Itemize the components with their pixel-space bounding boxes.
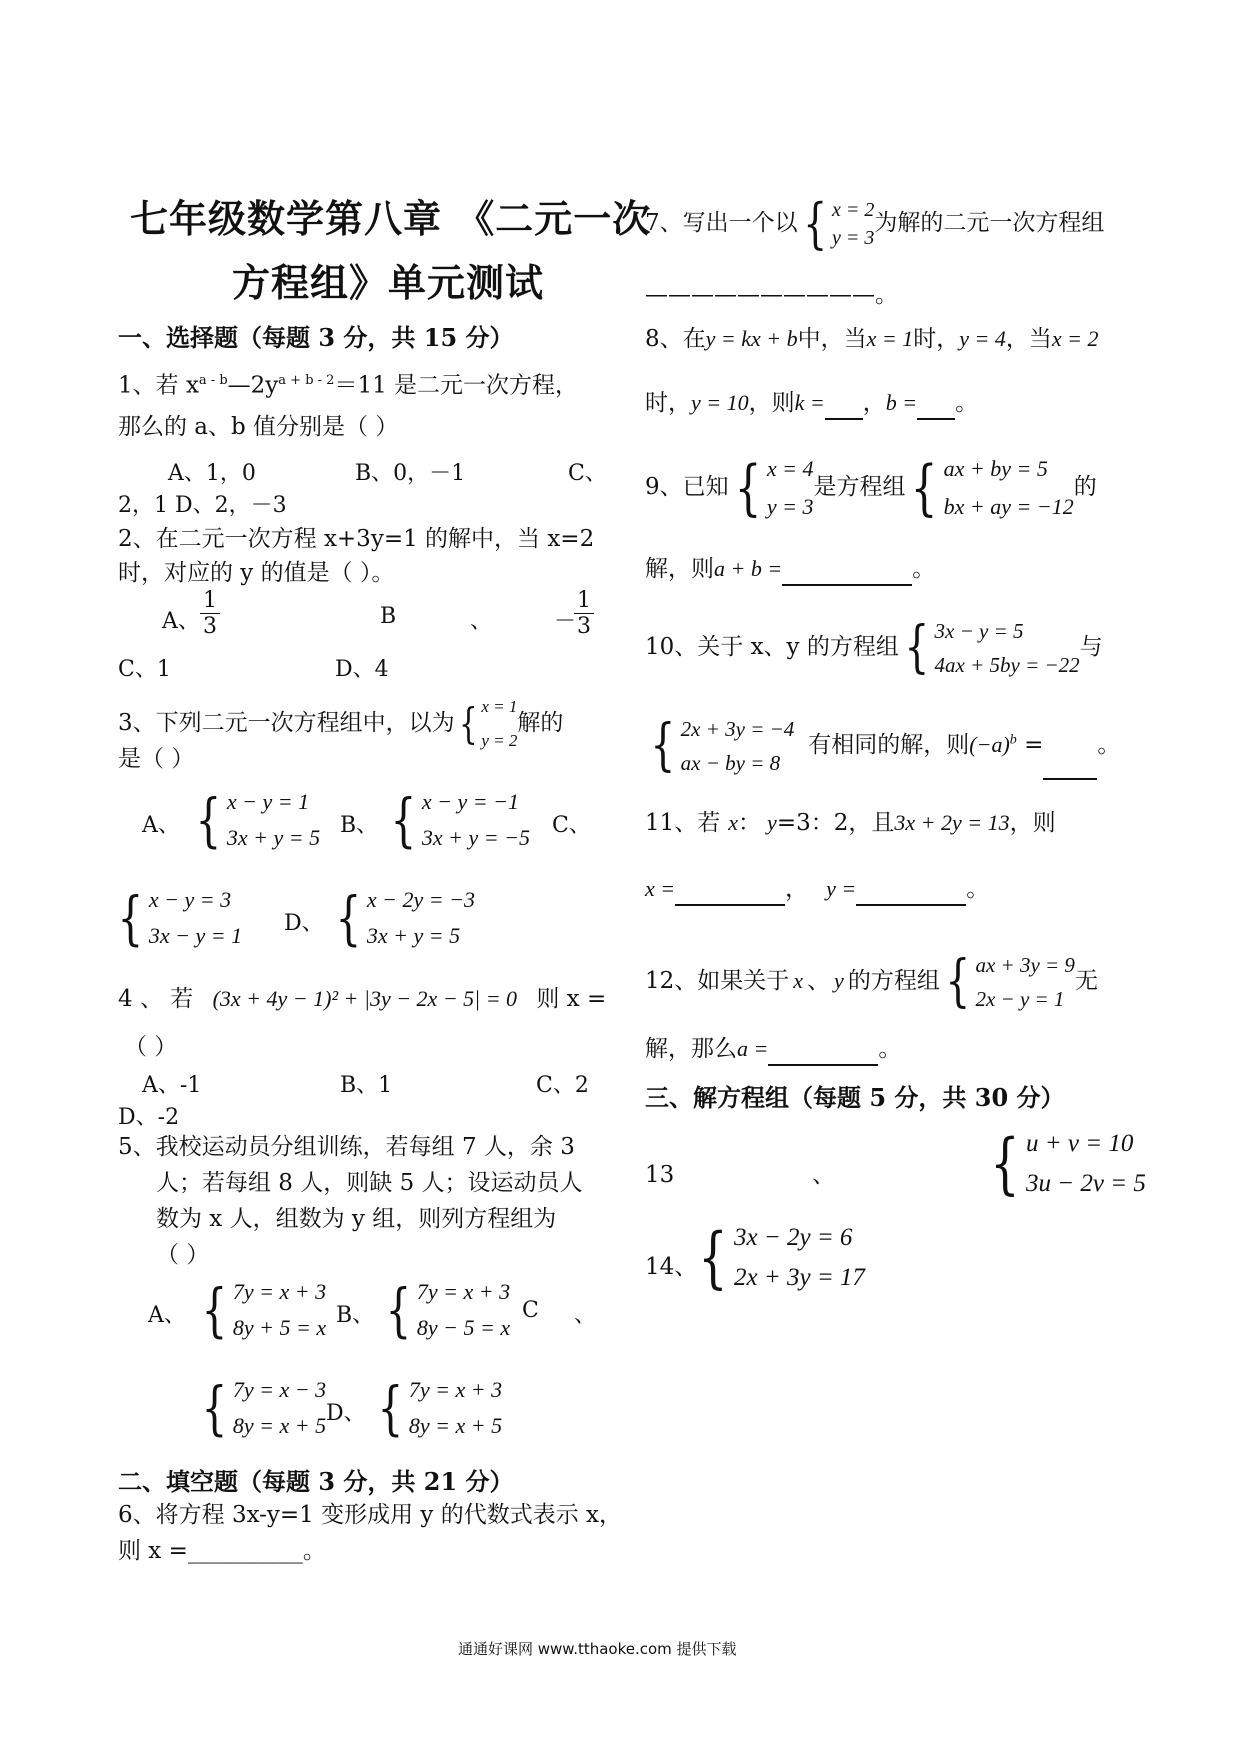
q10-blank[interactable]: [1043, 752, 1097, 780]
q8-b: b =: [885, 390, 918, 415]
q2-option-a-label: A、: [162, 609, 200, 634]
q14-system: { 3x − 2y = 6 2x + 3y = 17: [698, 1219, 865, 1296]
question-9-line1: 9、已知 { x = 4 y = 3 是方程组 { ax + by = 5 bx + ay = −12 的: [645, 450, 1097, 526]
q9-eq: a + b =: [714, 556, 783, 581]
q8-eq1: y = kx + b: [705, 326, 798, 351]
q2-option-b-fraction: [574, 588, 594, 639]
q9-sys-eq2: bx + ay = −12: [943, 494, 1074, 519]
q3-a-eq1: x − y = 1: [226, 789, 310, 814]
q5-d-eq2: 8y = x + 5: [408, 1413, 503, 1438]
q8-text-a: 8、在: [645, 326, 706, 352]
q2-option-a-fraction: [200, 588, 220, 639]
q1-text-c: ＝11 是二元一次方程，: [334, 372, 579, 399]
question-1-stem: [118, 364, 578, 403]
q10-sup: b: [1009, 732, 1017, 748]
q2-option-c: C、1: [118, 657, 171, 682]
q8-blank-k[interactable]: [825, 392, 863, 420]
q5-a-eq2: 8y + 5 = x: [232, 1315, 327, 1340]
q3-sol-eq2: y = 2: [481, 731, 518, 750]
q3-d-eq1: x − 2y = −3: [366, 887, 475, 912]
q3-solution-system: { x = 1 y = 2: [455, 690, 518, 758]
q10-sys2-eq2: ax − by = 8: [680, 751, 781, 775]
question-10-line1: 10、关于 x、y 的方程组 { 3x − y = 5 4ax + 5by = −22 与: [645, 615, 1103, 680]
q11-x: x: [728, 810, 739, 835]
q12-text-a: 12、如果关于: [645, 968, 790, 994]
q3-text-b: 解的: [517, 710, 564, 736]
q11-colon: ：: [738, 810, 762, 836]
question-1-line2: 那么的 a、b 值分别是（ ）: [118, 414, 399, 440]
q14-eq2: 2x + 3y = 17: [734, 1264, 865, 1291]
q8-sep: ，: [862, 390, 886, 416]
q8-text-b: 中，当: [797, 326, 867, 352]
question-2-line1: 2、在二元一次方程 x+3y=1 的解中，当 x=2: [118, 526, 595, 552]
q13-eq2: 3u − 2v = 5: [1026, 1170, 1146, 1197]
q3-c-eq1: x − y = 3: [148, 887, 232, 912]
question-8-line1: [645, 322, 1099, 356]
question-7-line1: 7、写出一个以 { x = 2 y = 3 为解的二元一次方程组: [645, 192, 1105, 255]
q11-blank-y[interactable]: [856, 878, 966, 906]
q10-text-a: 10、关于 x、y 的方程组: [645, 634, 899, 660]
q5-option-b-label: B、: [336, 1303, 375, 1328]
q5-a-eq1: 7y = x + 3: [232, 1279, 327, 1304]
q11-y: y: [767, 810, 777, 835]
q3-sol-eq1: x = 1: [481, 697, 518, 716]
q12-text-c: 无: [1074, 968, 1098, 994]
q11-ratio: =3：2，且: [776, 810, 895, 836]
q5-option-c-label: C: [522, 1298, 539, 1323]
q1-text-b: —2y: [227, 372, 279, 399]
q13-system: { u + v = 10 3u − 2v = 5: [990, 1125, 1146, 1202]
q4-option-a: A、-1: [142, 1073, 202, 1098]
q2-option-b-sign: －: [554, 609, 577, 634]
q4-paren: （ ）: [124, 1034, 178, 1060]
q5-option-c-sep: 、: [574, 1303, 597, 1328]
q7-text-b: 为解的二元一次方程组: [874, 210, 1105, 236]
question-7-line2: ——————————。: [645, 282, 898, 308]
q13-label: 13: [645, 1162, 675, 1188]
q12-y: y: [834, 968, 844, 993]
q10-sys2-eq1: 2x + 3y = −4: [680, 717, 795, 741]
q12-x: x: [793, 968, 804, 993]
q9-sol-eq2: y = 3: [766, 494, 814, 519]
q11-yeq: y =: [826, 876, 857, 901]
question-5-line1: 5、我校运动员分组训练，若每组 7 人，余 3: [118, 1134, 575, 1160]
question-4-line1: [118, 982, 606, 1016]
q5-b-eq2: 8y − 5 = x: [416, 1315, 511, 1340]
question-6-line1: 6、将方程 3x-y=1 变形成用 y 的代数式表示 x，: [118, 1502, 623, 1528]
question-5-line4: （ ）: [156, 1242, 210, 1268]
q11-text-b: ，则: [1009, 810, 1056, 836]
q12-aeq: a =: [737, 1036, 769, 1061]
q9-text-a: 9、已知: [645, 474, 729, 500]
q3-d-eq2: 3x + y = 5: [366, 923, 461, 948]
q2-option-b-sep: 、: [470, 609, 493, 634]
q7-text-a: 7、写出一个以: [645, 210, 798, 236]
q5-c-eq1: 7y = x − 3: [232, 1377, 327, 1402]
q12-text-l2a: 解，那么: [645, 1036, 737, 1062]
q14-eq1: 3x − 2y = 6: [734, 1224, 853, 1251]
q12-sep: 、: [807, 968, 831, 994]
footer-credit: 通通好课网 www.tthaoke.com 提供下载: [458, 1640, 737, 1658]
question-11-line2: [645, 872, 989, 906]
q3-option-b-label: B、: [340, 813, 379, 838]
q9-text-l2a: 解，则: [645, 556, 714, 582]
question-11-line1: [645, 806, 1056, 840]
section-heading-solve: 三、解方程组（每题 5 分，共 30 分）: [645, 1083, 1065, 1112]
q8-text-l2b: ，则: [748, 390, 795, 416]
question-5-line3: 数为 x 人，组数为 y 组，则列方程组为: [156, 1206, 557, 1232]
q3-text-a: 3、下列二元一次方程组中，以为: [118, 710, 455, 736]
q4-option-d: D、-2: [118, 1105, 180, 1130]
q10-eq: =: [1016, 732, 1044, 758]
question-8-line2: [645, 386, 978, 420]
question-12-line1: 12、如果关于 x 、 y 的方程组 { ax + 3y = 9 2x − y = 1 无: [645, 949, 1098, 1014]
q11-end: 。: [966, 876, 990, 902]
question-9-line2: [645, 552, 935, 586]
q1-text-a: 1、若 x: [118, 372, 199, 399]
q1-option-b: B、0，－1: [355, 461, 466, 486]
q1-option-a: A、1，0: [168, 461, 256, 486]
q3-c-eq2: 3x − y = 1: [148, 923, 243, 948]
q11-sep: ，: [785, 876, 809, 902]
q3-option-a-label: A、: [142, 813, 180, 838]
q2-b-denominator: 3: [577, 614, 591, 639]
q9-sys-eq1: ax + by = 5: [943, 456, 1048, 481]
q8-text-d: ，当: [1005, 326, 1052, 352]
q2-option-b-label: B: [380, 604, 397, 629]
q11-xeq: x =: [645, 876, 676, 901]
q9-end: 。: [912, 556, 936, 582]
q1-sup-1: a - b: [198, 373, 228, 388]
q8-text-l2a: 时，: [645, 390, 691, 416]
q8-eq2: x = 1: [866, 326, 914, 351]
q5-d-eq1: 7y = x + 3: [408, 1377, 503, 1402]
q9-text-c: 的: [1073, 474, 1097, 500]
q2-a-denominator: 3: [203, 614, 217, 639]
q13-sep: 、: [812, 1162, 835, 1188]
q8-blank-b[interactable]: [917, 392, 955, 420]
page-title-line1: 七年级数学第八章 《二元一次: [130, 196, 652, 241]
page-title-line2: 方程组》单元测试: [232, 260, 545, 305]
q5-c-eq2: 8y = x + 5: [232, 1413, 327, 1438]
q12-blank[interactable]: [768, 1038, 878, 1066]
q4-option-b: B、1: [340, 1073, 393, 1098]
question-2-line2: 时，对应的 y 的值是（ ）。: [118, 560, 395, 586]
q2-a-numerator: 1: [200, 588, 220, 614]
q4-then: 则 x =: [536, 986, 607, 1012]
q12-sys-eq1: ax + 3y = 9: [975, 953, 1075, 977]
q5-option-d-label: D、: [326, 1401, 366, 1426]
q10-sys1-eq1: 3x − y = 5: [934, 619, 1024, 643]
question-3-line2: 是（ ）: [118, 746, 195, 772]
q8-eq4: x = 2: [1051, 326, 1099, 351]
q8-k: k =: [794, 390, 825, 415]
q3-b-eq1: x − y = −1: [421, 789, 519, 814]
q14-label: 14、: [645, 1254, 698, 1280]
q11-blank-x[interactable]: [675, 878, 785, 906]
q5-option-d-system: { 7y = x + 3 8y = x + 5: [377, 1374, 503, 1442]
q10-expr: (−a): [969, 732, 1010, 757]
q12-sys-eq2: 2x − y = 1: [975, 987, 1065, 1011]
q5-option-c-system: { 7y = x − 3 8y = x + 5: [201, 1374, 327, 1442]
q3-b-eq2: 3x + y = −5: [421, 825, 530, 850]
q3-option-c-system: { x − y = 3 3x − y = 1: [117, 884, 243, 952]
q4-expression: (3x + 4y − 1)² + |3y − 2x − 5| = 0: [212, 986, 518, 1011]
q3-option-d-label: D、: [284, 911, 324, 936]
section-heading-fill: 二、填空题（每题 3 分，共 21 分）: [118, 1467, 514, 1496]
question-12-line2: [645, 1032, 901, 1066]
section-heading-choice: 一、选择题（每题 3 分，共 15 分）: [118, 323, 514, 352]
q10-end: 。: [1097, 732, 1121, 758]
q4-option-c: C、2: [536, 1073, 589, 1098]
q5-option-a-label: A、: [148, 1303, 186, 1328]
q9-sol-eq1: x = 4: [766, 456, 814, 481]
q5-option-b-system: { 7y = x + 3 8y − 5 = x: [385, 1276, 511, 1344]
q1-line4: 2，1 D、2，－3: [118, 493, 287, 518]
q8-eq3: y = 4: [959, 326, 1006, 351]
q1-option-c: C、: [568, 461, 607, 486]
q2-option-d: D、4: [335, 657, 389, 682]
q3-option-b-system: { x − y = −1 3x + y = −5: [390, 786, 530, 854]
q1-sup-2: a + b - 2: [278, 373, 335, 388]
q3-a-eq2: 3x + y = 5: [226, 825, 321, 850]
q10-sys1-eq2: 4ax + 5by = −22: [934, 653, 1080, 677]
q8-end: 。: [955, 390, 979, 416]
q12-text-b: 的方程组: [847, 968, 940, 994]
q10-text-c: 有相同的解，则: [808, 732, 970, 758]
q2-b-numerator: 1: [574, 588, 594, 614]
q7-sol-eq2: y = 3: [832, 227, 875, 249]
q3-option-d-system: { x − 2y = −3 3x + y = 5: [335, 884, 475, 952]
q10-text-b: 与: [1079, 634, 1103, 660]
q11-text-a: 11、若: [645, 810, 721, 836]
q5-b-eq1: 7y = x + 3: [416, 1279, 511, 1304]
q9-blank[interactable]: [782, 558, 912, 586]
q4-label: 4 、 若: [118, 986, 194, 1012]
q7-sol-eq1: x = 2: [832, 199, 875, 221]
q12-end: 。: [878, 1036, 902, 1062]
q3-option-c-label: C、: [552, 813, 591, 838]
q5-option-a-system: { 7y = x + 3 8y + 5 = x: [201, 1276, 327, 1344]
q13-eq1: u + v = 10: [1026, 1130, 1134, 1157]
q9-text-b: 是方程组: [813, 474, 906, 500]
question-10-line2: { 2x + 3y = −4 ax − by = 8 有相同的解，则$(-a)^b$ = 。: [650, 713, 1121, 778]
question-5-line2: 人；若每组 8 人，则缺 5 人；设运动员人: [156, 1170, 583, 1196]
question-6-line2: 则 x =__________。: [118, 1538, 326, 1564]
q8-text-c: 时，: [913, 326, 960, 352]
q3-option-a-system: { x − y = 1 3x + y = 5: [195, 786, 321, 854]
q8-eq5: y = 10: [691, 390, 749, 415]
q11-eq: 3x + 2y = 13: [894, 810, 1010, 835]
